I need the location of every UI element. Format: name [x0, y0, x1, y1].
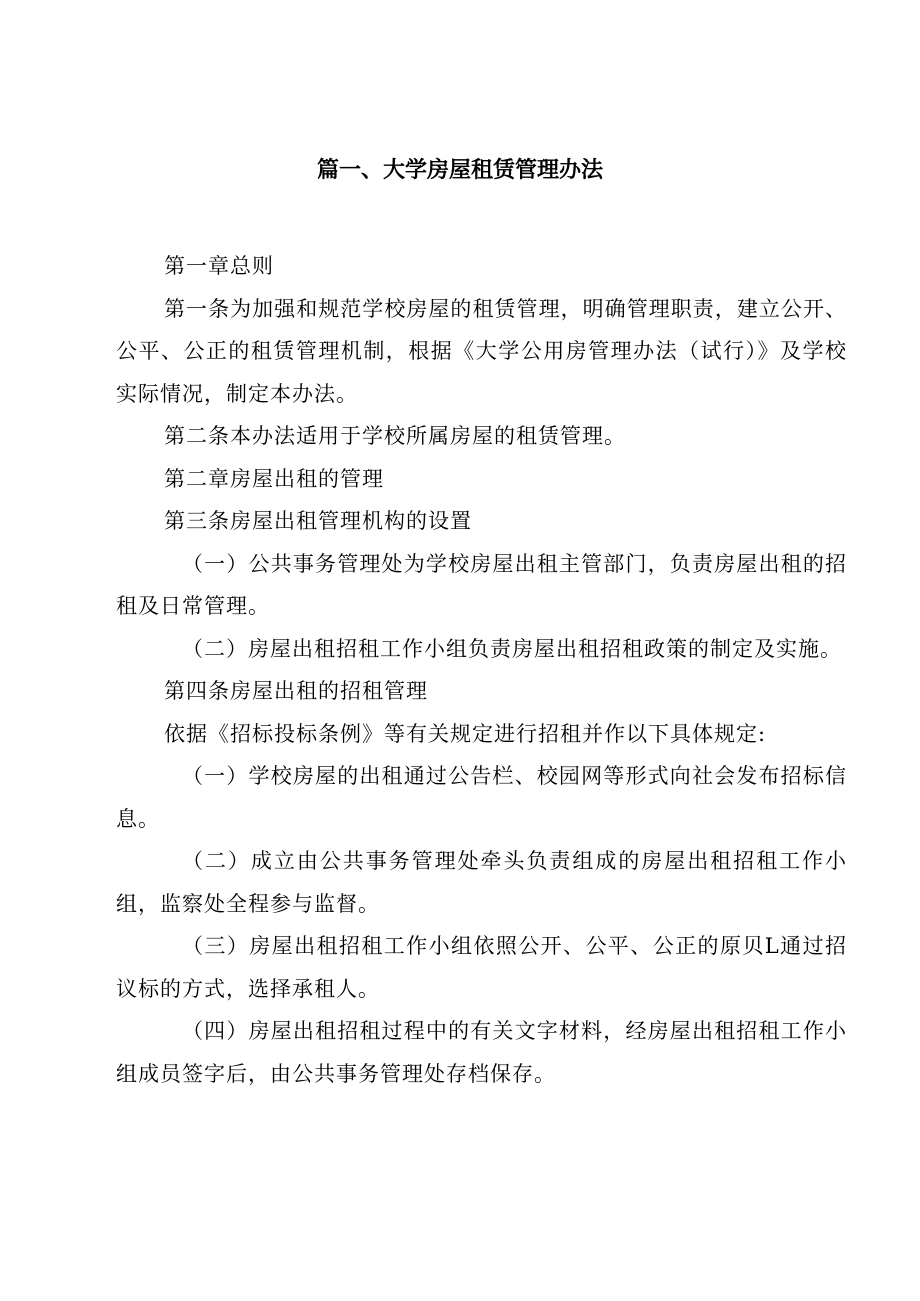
article-paragraph: 第四条房屋出租的招租管理	[164, 679, 428, 703]
clause-paragraph: （三）房屋出租招租工作小组依照公开、公平、公正的原贝L通过招议标的方式，选择承租人。	[116, 934, 847, 1001]
clause-paragraph: （一）学校房屋的出租通过公告栏、校园网等形式向社会发布招标信息。	[116, 764, 847, 831]
article-paragraph: 依据《招标投标条例》等有关规定进行招租并作以下具体规定:	[164, 721, 767, 746]
clause-paragraph: （二）房屋出租招租工作小组负责房屋出租招租政策的制定及实施。	[182, 636, 842, 661]
article-paragraph: 第二条本办法适用于学校所属房屋的租赁管理。	[164, 424, 626, 448]
clause-paragraph: （一）公共事务管理处为学校房屋出租主管部门，负责房屋出租的招租及日常管理。	[116, 551, 847, 618]
document-title: 篇一、大学房屋租赁管理办法	[316, 158, 603, 183]
chapter-heading: 第一章总则	[164, 254, 274, 278]
clause-paragraph: （二）成立由公共事务管理处牵头负责组成的房屋出租招租工作小组，监察处全程参与监督。	[116, 849, 847, 916]
chapter-heading: 第二章房屋出租的管理	[164, 466, 384, 491]
clause-paragraph: （四）房屋出租招租过程中的有关文字材料，经房屋出租招租工作小组成员签字后，由公共事务管理处存档保存。	[116, 1019, 847, 1086]
article-paragraph: 第三条房屋出租管理机构的设置	[164, 509, 472, 533]
article-paragraph: 第一条为加强和规范学校房屋的租赁管理，明确管理职责，建立公开、公平、公正的租赁管理机制，根据《大学公用房管理办法（试行）》及学校实际情况，制定本办法。	[116, 296, 847, 406]
document-body	[116, 245, 847, 1095]
